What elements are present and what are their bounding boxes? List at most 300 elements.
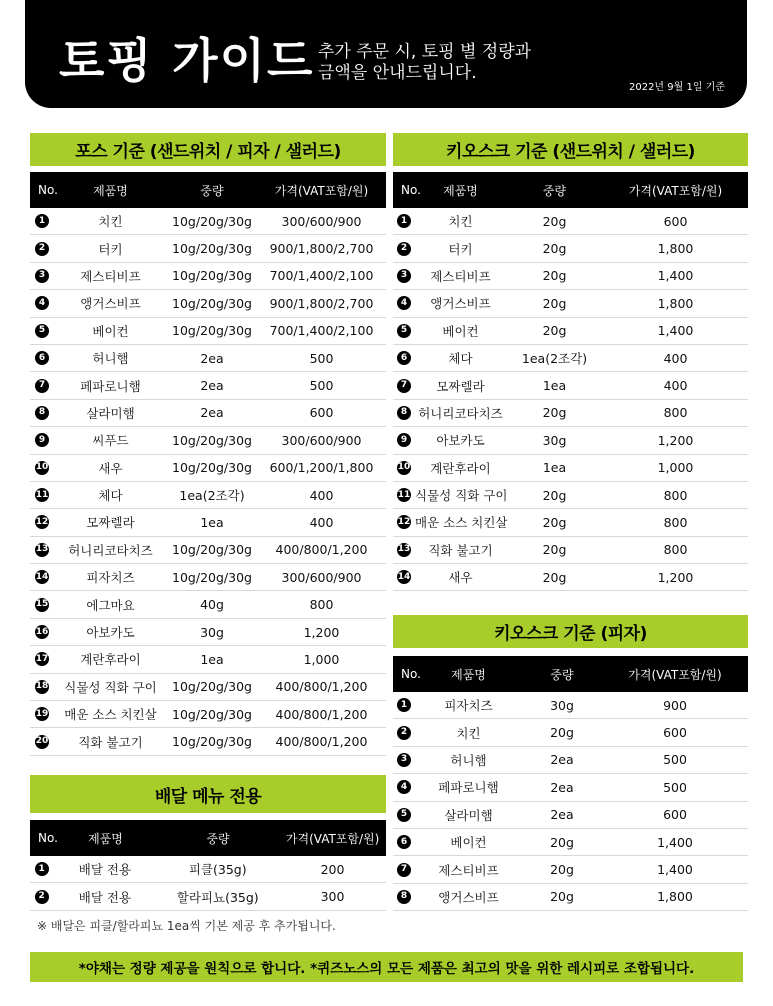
row-number (393, 698, 415, 712)
row-number (393, 808, 415, 822)
row-number (393, 753, 415, 767)
price: 1,400 (657, 862, 693, 878)
product-name: 피자치즈 (444, 698, 493, 714)
row-number (393, 296, 415, 310)
weight: 20g (550, 725, 574, 741)
price: 700/1,400/2,100 (269, 323, 374, 339)
product-name: 새우 (98, 460, 123, 476)
row-number (30, 351, 54, 365)
product-name: 터키 (448, 241, 473, 257)
price: 600 (309, 405, 334, 421)
table-row (393, 482, 748, 509)
header-number: No. (401, 667, 421, 681)
product-name: 모짜렐라 (436, 378, 485, 394)
row-number (30, 680, 54, 694)
header-number: No. (38, 831, 58, 845)
weight: 10g/20g/30g (172, 542, 252, 558)
row-number (30, 296, 54, 310)
number-badge: 8 (35, 406, 49, 420)
number-badge: 9 (35, 433, 49, 447)
number-badge: 16 (35, 625, 49, 639)
price: 400/800/1,200 (275, 734, 368, 750)
row-number (30, 324, 54, 338)
weight: 20g (542, 405, 567, 421)
row-number (393, 570, 415, 584)
table-row (393, 692, 748, 719)
row-number (393, 863, 415, 877)
product-name: 모짜렐라 (86, 515, 135, 531)
header-weight: 중량 (200, 183, 224, 198)
row-number (393, 406, 415, 420)
product-name: 베이컨 (442, 323, 479, 339)
price: 400 (663, 350, 688, 366)
table-row (30, 345, 386, 372)
row-number (393, 379, 415, 393)
row-number (30, 543, 54, 557)
table-row (393, 747, 748, 774)
row-number (30, 515, 54, 529)
page-header (25, 0, 747, 108)
price: 300/600/900 (281, 432, 362, 448)
row-number (393, 461, 415, 475)
weight: 2ea (550, 807, 574, 823)
weight: 20g (542, 514, 567, 530)
price: 300/600/900 (281, 213, 362, 229)
weight: 30g (550, 697, 574, 713)
row-number (30, 890, 53, 904)
number-badge: 3 (397, 269, 411, 283)
product-name: 직화 불고기 (78, 734, 143, 750)
price: 1,800 (657, 889, 693, 905)
weight: 피클(35g) (188, 862, 247, 878)
row-number (30, 214, 54, 228)
product-name: 허니햄 (92, 351, 129, 367)
product-name: 페파로니햄 (438, 780, 499, 796)
product-name: 계란후라이 (430, 460, 491, 476)
delivery-footnote: ※ 배달은 피클/할라피뇨 1ea씩 기본 제공 후 추가됩니다. (37, 919, 336, 933)
price: 1,000 (303, 651, 340, 667)
weight: 20g (550, 889, 574, 905)
row-number (393, 515, 415, 529)
product-name: 매운 소스 치킨살 (415, 515, 508, 531)
weight: 2ea (200, 378, 224, 394)
weight: 10g/20g/30g (172, 241, 252, 257)
product-name: 배달 전용 (78, 862, 132, 878)
table-row (393, 427, 748, 454)
table-row (30, 591, 386, 618)
price: 700/1,400/2,100 (269, 268, 374, 284)
product-name: 피자치즈 (86, 570, 135, 586)
row-number (393, 269, 415, 283)
price: 1,000 (657, 460, 694, 476)
number-badge: 15 (35, 598, 49, 612)
pizza-table (393, 656, 748, 911)
weight: 30g (542, 432, 567, 448)
row-number (30, 379, 54, 393)
weight: 30g (200, 624, 224, 640)
product-name: 직화 불고기 (428, 542, 493, 558)
row-number (393, 488, 415, 502)
bottom-notice-banner: *야채는 정량 제공을 원칙으로 합니다. *퀴즈노스의 모든 제품은 최고의 맛을 위한 레시피로 조합됩니다. (30, 952, 743, 982)
table-row (30, 482, 386, 509)
table-row (393, 829, 748, 856)
table-row (30, 400, 386, 427)
price: 400 (309, 514, 334, 530)
price: 1,200 (303, 624, 340, 640)
row-number (393, 242, 415, 256)
row-number (393, 351, 415, 365)
weight: 10g/20g/30g (172, 460, 252, 476)
table-row (393, 345, 748, 372)
table-row (30, 509, 386, 536)
pos-table (30, 172, 386, 756)
weight: 20g (542, 213, 567, 229)
number-badge: 10 (397, 461, 411, 475)
table-row (30, 646, 386, 673)
header-product-name: 제품명 (443, 183, 478, 198)
product-name: 살라미햄 (444, 807, 493, 823)
table-row (393, 802, 748, 829)
number-badge: 1 (35, 862, 49, 876)
table-header-row (393, 172, 748, 208)
table-row (30, 427, 386, 454)
number-badge: 14 (35, 570, 49, 584)
number-badge: 1 (397, 698, 411, 712)
weight: 1ea(2조각) (521, 351, 588, 367)
product-name: 살라미햄 (86, 405, 135, 421)
header-product-name: 제품명 (88, 831, 123, 846)
number-badge: 2 (397, 726, 411, 740)
number-badge: 20 (35, 735, 49, 749)
row-number (30, 735, 54, 749)
price: 400 (663, 378, 688, 394)
number-badge: 4 (397, 296, 411, 310)
product-name: 앵거스비프 (430, 296, 491, 312)
weight: 20g (542, 295, 567, 311)
number-badge: 13 (397, 543, 411, 557)
table-row (30, 701, 386, 728)
weight: 20g (542, 268, 567, 284)
number-badge: 5 (397, 324, 411, 338)
number-badge: 7 (397, 863, 411, 877)
price: 400/800/1,200 (275, 706, 368, 722)
product-name: 배달 전용 (78, 889, 132, 905)
number-badge: 9 (397, 433, 411, 447)
product-name: 식물성 직화 구이 (415, 488, 508, 504)
price: 600 (663, 213, 688, 229)
weight: 1ea (200, 514, 224, 530)
weight: 10g/20g/30g (172, 432, 252, 448)
table-row (393, 509, 748, 536)
product-name: 앵거스비프 (80, 296, 141, 312)
row-number (393, 726, 415, 740)
table-row (30, 674, 386, 701)
product-name: 체다 (98, 488, 123, 504)
price: 800 (663, 487, 688, 503)
product-name: 체다 (448, 351, 473, 367)
number-badge: 11 (35, 488, 49, 502)
price: 900/1,800/2,700 (269, 241, 374, 257)
row-number (30, 862, 53, 876)
row-number (30, 242, 54, 256)
row-number (393, 835, 415, 849)
product-name: 허니햄 (450, 752, 487, 768)
product-name: 치킨 (456, 725, 481, 741)
number-badge: 5 (397, 808, 411, 822)
header-price: 가격(VAT포함/원) (274, 183, 369, 198)
product-name: 에그마요 (86, 597, 135, 613)
header-product-name: 제품명 (451, 667, 486, 682)
price: 1,400 (657, 268, 694, 284)
number-badge: 5 (35, 324, 49, 338)
weight: 2ea (200, 405, 224, 421)
weight: 1ea (542, 378, 567, 394)
number-badge: 7 (397, 379, 411, 393)
number-badge: 17 (35, 652, 49, 666)
price: 600/1,200/1,800 (269, 460, 374, 476)
weight: 20g (542, 241, 567, 257)
row-number (393, 214, 415, 228)
weight: 20g (542, 542, 567, 558)
number-badge: 12 (35, 515, 49, 529)
product-name: 계란후라이 (80, 652, 141, 668)
table-row (30, 728, 386, 755)
table-row (30, 372, 386, 399)
subtitle-line-1: 추가 주문 시, 토핑 별 정량과 (318, 42, 532, 62)
table-row (393, 537, 748, 564)
effective-date: 2022년 9월 1일 기준 (628, 82, 725, 93)
product-name: 허니리코타치즈 (418, 405, 503, 421)
price: 400/800/1,200 (275, 542, 368, 558)
price: 800 (663, 514, 688, 530)
weight: 1ea(2조각) (179, 488, 245, 504)
product-name: 아보카도 (86, 625, 135, 641)
table-row (393, 774, 748, 801)
price: 200 (320, 861, 345, 877)
product-name: 제스티비프 (430, 268, 491, 284)
header-product-name: 제품명 (93, 183, 128, 198)
price: 500 (309, 378, 334, 394)
weight: 1ea (542, 460, 567, 476)
number-badge: 8 (397, 406, 411, 420)
header-price: 가격(VAT포함/원) (628, 183, 723, 198)
page-subtitle (318, 42, 538, 84)
price: 400 (309, 487, 334, 503)
product-name: 씨푸드 (92, 433, 129, 449)
price: 900/1,800/2,700 (269, 295, 374, 311)
price: 1,800 (657, 241, 694, 257)
number-badge: 11 (397, 488, 411, 502)
weight: 10g/20g/30g (172, 569, 252, 585)
product-name: 치킨 (448, 214, 473, 230)
header-price: 가격(VAT포함/원) (285, 831, 380, 846)
table-header-row (393, 656, 748, 692)
number-badge: 10 (35, 461, 49, 475)
number-badge: 2 (397, 242, 411, 256)
price: 400/800/1,200 (275, 679, 368, 695)
product-name: 페파로니햄 (80, 378, 141, 394)
product-name: 베이컨 (450, 835, 487, 851)
header-weight: 중량 (542, 183, 567, 198)
table-row (393, 235, 748, 262)
table-row (30, 208, 386, 235)
row-number (30, 461, 54, 475)
weight: 20g (550, 862, 574, 878)
product-name: 앵거스비프 (438, 889, 499, 905)
table-row (30, 564, 386, 591)
price: 500 (663, 779, 687, 795)
row-number (393, 324, 415, 338)
number-badge: 14 (397, 570, 411, 584)
weight: 20g (542, 569, 567, 585)
table-row (393, 455, 748, 482)
number-badge: 4 (397, 780, 411, 794)
price: 300/600/900 (281, 569, 362, 585)
product-name: 베이컨 (92, 323, 129, 339)
pos-section-title: 포스 기준 (샌드위치 / 피자 / 샐러드) (30, 133, 386, 166)
weight: 40g (200, 597, 224, 613)
weight: 10g/20g/30g (172, 295, 252, 311)
subtitle-line-2: 금액을 안내드립니다. (318, 63, 477, 83)
row-number (30, 570, 54, 584)
weight: 20g (550, 834, 574, 850)
weight: 10g/20g/30g (172, 706, 252, 722)
row-number (393, 780, 415, 794)
price: 600 (663, 725, 687, 741)
product-name: 터키 (98, 241, 123, 257)
number-badge: 19 (35, 707, 49, 721)
kiosk-section-title: 키오스크 기준 (샌드위치 / 샐러드) (393, 133, 748, 166)
table-row (30, 235, 386, 262)
product-name: 식물성 직화 구이 (64, 679, 157, 695)
delivery-section-title: 배달 메뉴 전용 (30, 775, 386, 813)
number-badge: 13 (35, 543, 49, 557)
weight: 10g/20g/30g (172, 268, 252, 284)
number-badge: 6 (397, 835, 411, 849)
table-row (30, 290, 386, 317)
weight: 2ea (550, 752, 574, 768)
table-row (30, 263, 386, 290)
table-row (393, 372, 748, 399)
row-number (393, 543, 415, 557)
number-badge: 7 (35, 379, 49, 393)
table-row (393, 856, 748, 883)
number-badge: 6 (35, 351, 49, 365)
row-number (393, 890, 415, 904)
price: 500 (309, 350, 334, 366)
table-row (393, 564, 748, 591)
row-number (30, 488, 54, 502)
table-row (393, 208, 748, 235)
weight: 10g/20g/30g (172, 734, 252, 750)
price: 300 (320, 889, 345, 905)
price: 1,400 (657, 323, 694, 339)
row-number (30, 269, 54, 283)
price: 900 (663, 697, 687, 713)
number-badge: 2 (35, 890, 49, 904)
table-row (30, 883, 386, 910)
row-number (30, 707, 54, 721)
number-badge: 1 (35, 214, 49, 228)
price: 800 (309, 597, 334, 613)
table-row (393, 884, 748, 911)
header-number: No. (401, 183, 421, 197)
row-number (30, 598, 54, 612)
page-title: 토핑 가이드 (59, 34, 315, 89)
weight: 20g (542, 487, 567, 503)
product-name: 제스티비프 (80, 268, 141, 284)
table-row (30, 537, 386, 564)
table-header-row (30, 172, 386, 208)
product-name: 새우 (448, 570, 473, 586)
table-row (30, 318, 386, 345)
price: 800 (663, 405, 688, 421)
table-row (393, 400, 748, 427)
price: 1,400 (657, 834, 693, 850)
weight: 20g (542, 323, 567, 339)
header-number: No. (38, 183, 58, 197)
header-price: 가격(VAT포함/원) (628, 667, 722, 682)
weight: 10g/20g/30g (172, 323, 252, 339)
row-number (30, 406, 54, 420)
weight: 1ea (200, 651, 224, 667)
table-row (393, 290, 748, 317)
weight: 2ea (200, 350, 224, 366)
number-badge: 6 (397, 351, 411, 365)
table-row (393, 318, 748, 345)
weight: 2ea (550, 779, 574, 795)
product-name: 치킨 (98, 214, 123, 230)
number-badge: 1 (397, 214, 411, 228)
number-badge: 8 (397, 890, 411, 904)
table-row (30, 856, 386, 883)
row-number (30, 652, 54, 666)
pizza-section-title: 키오스크 기준 (피자) (393, 615, 748, 648)
kiosk-table (393, 172, 748, 591)
table-row (393, 719, 748, 746)
number-badge: 2 (35, 242, 49, 256)
weight: 10g/20g/30g (172, 679, 252, 695)
price: 600 (663, 807, 687, 823)
number-badge: 12 (397, 515, 411, 529)
product-name: 매운 소스 치킨살 (64, 707, 157, 723)
product-name: 아보카도 (436, 433, 485, 449)
number-badge: 4 (35, 296, 49, 310)
table-row (30, 455, 386, 482)
table-row (30, 619, 386, 646)
number-badge: 18 (35, 680, 49, 694)
row-number (30, 433, 54, 447)
price: 800 (663, 542, 688, 558)
header-weight: 중량 (206, 831, 230, 846)
weight: 할라피뇨(35g) (176, 889, 259, 905)
number-badge: 3 (35, 269, 49, 283)
product-name: 허니리코타치즈 (68, 542, 153, 558)
product-name: 제스티비프 (438, 862, 499, 878)
row-number (393, 433, 415, 447)
table-row (393, 263, 748, 290)
price: 500 (663, 752, 687, 768)
weight: 10g/20g/30g (172, 213, 252, 229)
header-weight: 중량 (550, 667, 574, 682)
price: 1,200 (657, 432, 694, 448)
number-badge: 3 (397, 753, 411, 767)
delivery-table (30, 820, 386, 911)
row-number (30, 625, 54, 639)
table-header-row (30, 820, 386, 856)
price: 1,200 (657, 569, 694, 585)
price: 1,800 (657, 295, 694, 311)
